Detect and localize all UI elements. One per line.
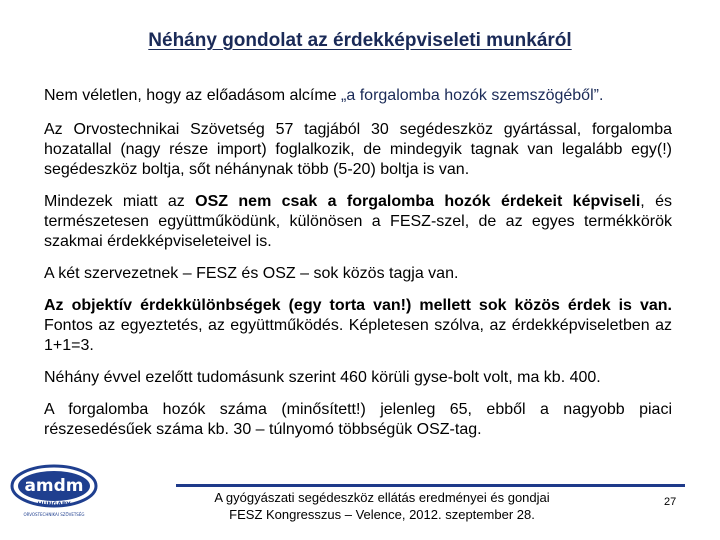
- paragraph-3-text-a: Mindezek miatt az: [44, 193, 196, 210]
- paragraph-members: Az Orvostechnikai Szövetség 57 tagjából 30 segédeszköz gyártással, forgalomba hozatallal (nagy része import) foglalkozik, de mindegyik tagnak van legalább egy(!) segédeszköz boltja, sőt néhánynak több (5-20) boltja is van.: [44, 121, 672, 178]
- paragraph-3-text-b: , és természetesen együttműködünk, különösen a FESZ-szel, de az egyes termékkörök szakmai érdekképviseleteivel is.: [44, 193, 672, 250]
- paragraph-5-text: Fontos az egyeztetés, az együttműködés. Képletesen szólva, az érdekképviseletben az 1+1=3.: [44, 317, 672, 354]
- footer-line-2: FESZ Kongresszus – Velence, 2012. szeptember 28.: [229, 507, 535, 522]
- amdm-logo-graphic: [6, 458, 101, 530]
- logo-caption: ORVOSTECHNIKAI SZÖVETSÉG: [23, 512, 85, 517]
- footer: [176, 489, 588, 523]
- paragraph-5-emphasis: Az objektív érdekkülönbségek (egy torta van!) mellett sok közös érdek is van.: [44, 297, 672, 314]
- logo-text: amdm: [24, 476, 84, 496]
- slide-title: Néhány gondolat az érdekképviseleti munkáról: [148, 30, 572, 51]
- paragraph-interests: [44, 296, 672, 356]
- paragraph-shops: Néhány évvel ezelőtt tudomásunk szerint 460 körüli gyse-bolt volt, ma kb. 400.: [44, 369, 601, 386]
- logo-subtext: HUNGARY: [37, 501, 71, 508]
- page-number: 27: [664, 496, 677, 508]
- footer-line-1: A gyógyászati segédeszköz ellátás eredményei és gondjai: [214, 490, 550, 505]
- paragraph-representation: [44, 192, 672, 252]
- paragraph-common-members: A két szervezetnek – FESZ és OSZ – sok közös tagja van.: [44, 265, 459, 282]
- footer-divider: [176, 484, 685, 487]
- paragraph-subtitle-note: [44, 86, 672, 106]
- paragraph-1-text: Nem véletlen, hogy az előadásom alcíme: [44, 87, 342, 104]
- paragraph-3-emphasis: OSZ nem csak a forgalomba hozók érdekeit képviseli: [195, 193, 641, 210]
- slide-body: [44, 86, 672, 452]
- amdm-logo: [6, 458, 101, 530]
- paragraph-1-quote: „a forgalomba hozók szemszögéből”.: [341, 87, 604, 104]
- paragraph-distributors: A forgalomba hozók száma (minősített!) jelenleg 65, ebből a nagyobb piaci részesedésűek száma kb. 30 – túlnyomó többségük OSZ-tag.: [44, 401, 672, 438]
